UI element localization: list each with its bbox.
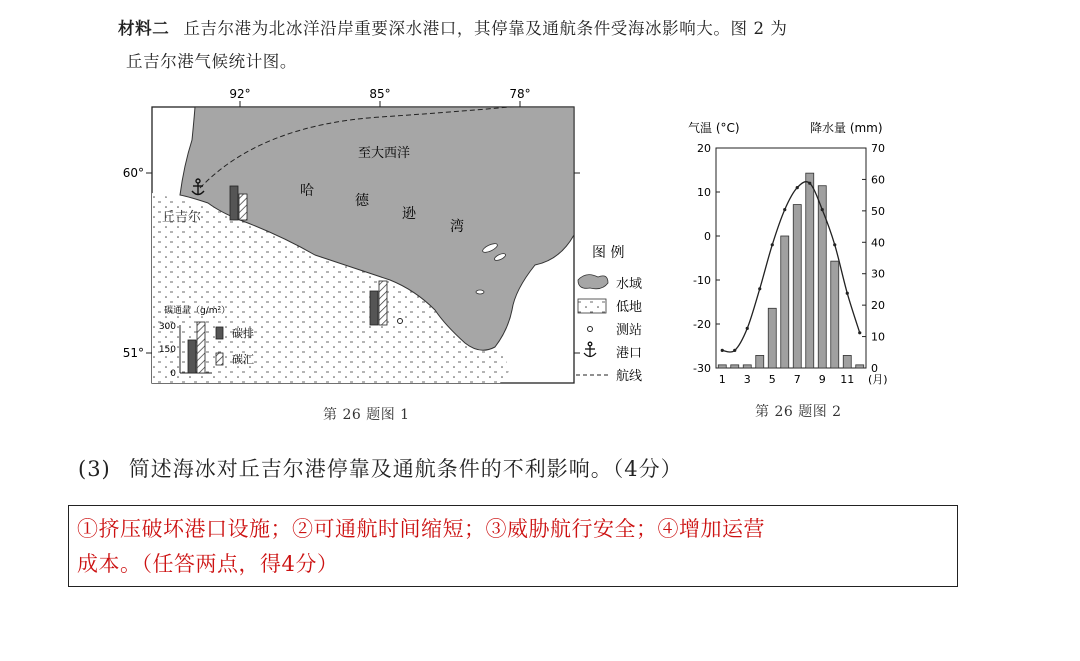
precip-bar bbox=[718, 365, 726, 368]
legend-station-icon bbox=[588, 327, 593, 332]
bay-char-1: 哈 bbox=[300, 183, 314, 199]
left-tick-label: -10 bbox=[693, 274, 711, 287]
right-tick-label: 0 bbox=[871, 362, 878, 375]
lon-label-85: 85° bbox=[369, 87, 391, 101]
question-text: 简述海冰对丘吉尔港停靠及通航条件的不利影响。（4分） bbox=[128, 457, 683, 481]
route-label: 至大西洋 bbox=[358, 146, 411, 161]
legend-water: 水域 bbox=[616, 277, 643, 292]
right-tick-label: 60 bbox=[871, 173, 885, 187]
map-legend bbox=[576, 245, 642, 384]
legend-title: 图 例 bbox=[592, 245, 625, 261]
left-tick-label: -20 bbox=[693, 318, 711, 331]
left-tick-label: 20 bbox=[697, 142, 711, 155]
bay-char-2: 德 bbox=[355, 193, 369, 209]
chart-caption: 第 26 题图 2 bbox=[755, 404, 842, 420]
left-tick-label: 10 bbox=[697, 186, 711, 199]
port-sink-bar bbox=[239, 194, 247, 220]
legend-route: 航线 bbox=[616, 369, 643, 384]
right-tick-label: 30 bbox=[871, 267, 885, 281]
precip-bar bbox=[781, 236, 789, 368]
temperature-point bbox=[808, 182, 811, 185]
right-tick-label: 20 bbox=[871, 299, 885, 313]
temperature-point bbox=[746, 327, 749, 330]
lat-label-51: 51° bbox=[122, 346, 144, 360]
temperature-point bbox=[721, 349, 724, 352]
temperature-point bbox=[858, 331, 861, 334]
temperature-point bbox=[733, 349, 736, 352]
precip-bar bbox=[743, 365, 751, 368]
lat-label-60: 60° bbox=[122, 166, 144, 180]
right-tick-label: 40 bbox=[871, 236, 885, 250]
bay-char-4: 湾 bbox=[450, 219, 464, 235]
precip-bar bbox=[793, 205, 801, 368]
hudson-bay-map bbox=[122, 85, 680, 405]
y-left-label: 气温 (°C) bbox=[688, 121, 740, 135]
legend-lowland: 低地 bbox=[616, 300, 643, 315]
port-emission-bar bbox=[230, 186, 238, 220]
port-label: 丘吉尔 bbox=[162, 210, 202, 225]
precip-bar bbox=[731, 365, 739, 368]
precip-bar bbox=[856, 365, 864, 368]
legend-port-icon bbox=[584, 342, 596, 356]
legend-lowland-swatch bbox=[578, 299, 606, 313]
temperature-point bbox=[771, 243, 774, 246]
x-tick-label: 3 bbox=[743, 373, 751, 386]
answer-text bbox=[69, 506, 957, 588]
bay-char-3: 逊 bbox=[402, 206, 416, 222]
climate-chart bbox=[680, 118, 920, 398]
answer-box bbox=[68, 505, 958, 587]
legend-station: 测站 bbox=[616, 323, 643, 338]
inland-sink-bar bbox=[379, 281, 387, 325]
inset-emission-swatch bbox=[216, 327, 223, 339]
right-tick-label: 50 bbox=[871, 204, 885, 218]
material-label: 材料二 bbox=[118, 19, 170, 38]
inset-title: 碳通量（g/m²） bbox=[164, 306, 231, 316]
inset-tick-300: 300 bbox=[158, 322, 176, 332]
question-number: (3) bbox=[78, 457, 111, 481]
plot-frame bbox=[716, 148, 866, 368]
inset-tick-150: 150 bbox=[158, 345, 176, 355]
inset-sink-swatch bbox=[216, 353, 223, 365]
lon-label-78: 78° bbox=[509, 87, 531, 101]
material-line-2: 丘吉尔港气候统计图。 bbox=[126, 52, 297, 71]
y-right-label: 降水量 (mm) bbox=[810, 121, 883, 135]
x-unit-label: (月) bbox=[868, 373, 888, 386]
inset-emission-label: 碳排 bbox=[232, 327, 254, 340]
inset-sink-label: 碳汇 bbox=[232, 353, 254, 366]
map-caption: 第 26 题图 1 bbox=[323, 407, 410, 423]
x-tick-label: 7 bbox=[793, 373, 801, 386]
legend-water-swatch bbox=[578, 275, 608, 289]
temperature-point bbox=[758, 287, 761, 290]
x-tick-label: 11 bbox=[840, 373, 855, 386]
precip-bar bbox=[756, 355, 764, 368]
inset-tick-0: 0 bbox=[170, 369, 176, 379]
x-tick-label: 5 bbox=[768, 373, 776, 386]
inland-emission-bar bbox=[370, 291, 378, 325]
chart-axes bbox=[716, 148, 866, 368]
x-tick-label: 9 bbox=[818, 373, 826, 386]
inland-station-icon bbox=[398, 319, 403, 324]
answer-line-1: ①挤压破坏港口设施；②可通航时间缩短；③威胁航行安全；④增加运营 bbox=[77, 517, 765, 541]
precip-bar bbox=[806, 173, 814, 368]
temperature-point bbox=[783, 208, 786, 211]
lon-label-92: 92° bbox=[229, 87, 251, 101]
precip-bar bbox=[768, 308, 776, 368]
material-line-1: 丘吉尔港为北冰洋沿岸重要深水港口，其停靠及通航条件受海冰影响大。图 2 为 bbox=[183, 19, 788, 38]
legend-port: 港口 bbox=[616, 346, 643, 361]
material-intro bbox=[118, 12, 918, 78]
x-tick-label: 1 bbox=[718, 373, 726, 386]
right-tick-label: 10 bbox=[871, 330, 885, 344]
left-tick-label: -30 bbox=[693, 362, 711, 375]
question bbox=[78, 453, 683, 483]
left-tick-label: 0 bbox=[704, 230, 711, 243]
temperature-point bbox=[821, 208, 824, 211]
temperature-point bbox=[846, 292, 849, 295]
precip-bar bbox=[831, 261, 839, 368]
temperature-point bbox=[796, 186, 799, 189]
precip-bar bbox=[843, 355, 851, 368]
precip-bar bbox=[818, 186, 826, 368]
temperature-point bbox=[833, 243, 836, 246]
right-tick-label: 70 bbox=[871, 142, 885, 155]
temperature-line bbox=[721, 182, 862, 352]
answer-line-2: 成本。（任答两点，得4分） bbox=[77, 552, 339, 576]
